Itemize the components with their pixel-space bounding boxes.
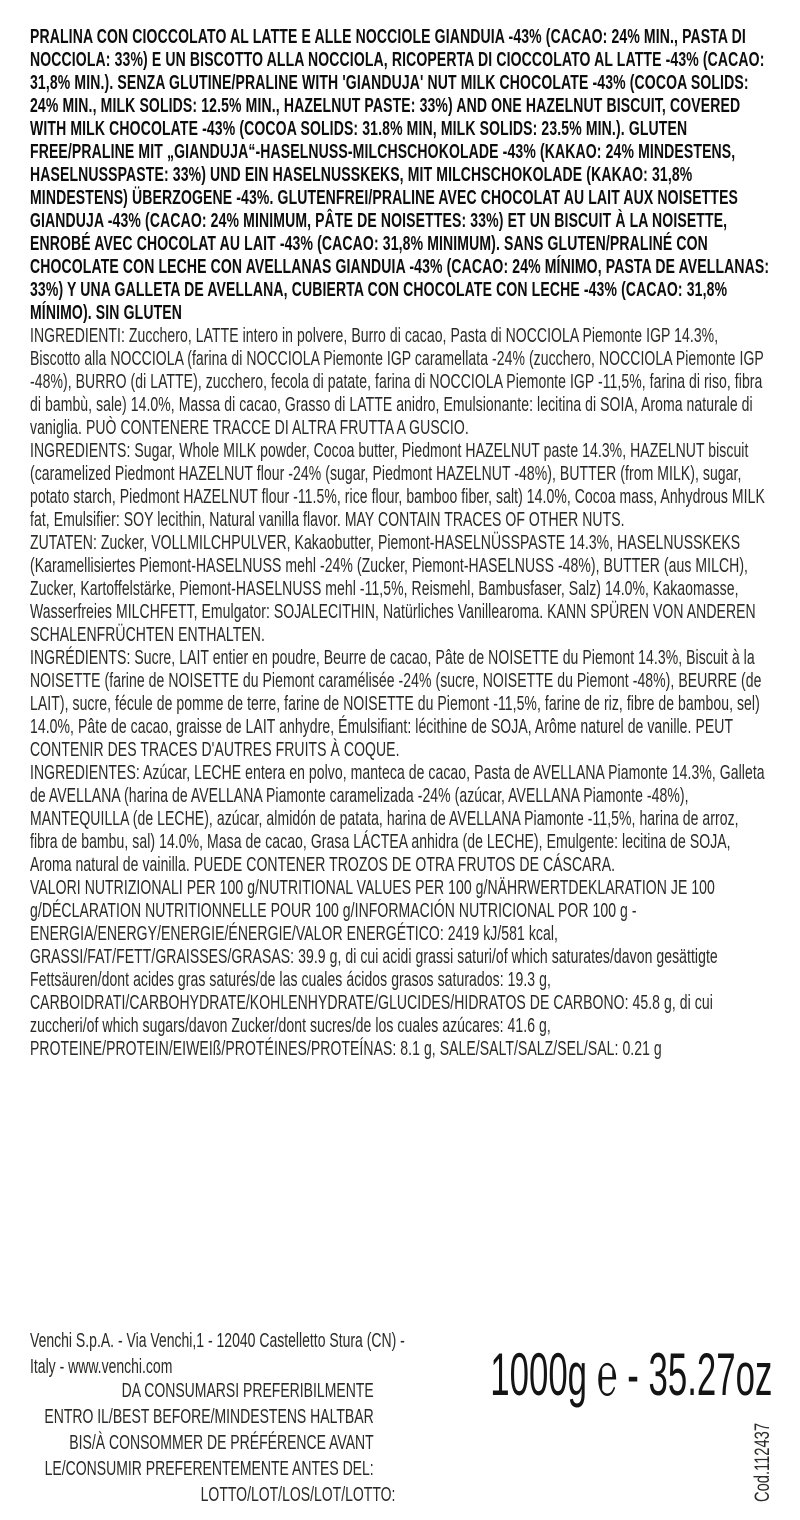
ingredients-french: INGRÉDIENTS: Sucre, LAIT entier en poudre, Beurre de cacao, Pâte de NOISETTE du Piemont 14.3%, Biscuit à la NOISETTE (farine de NOISETTE du Piemont caramélisée -24% (sucre, NOISETTE du Piemont -48%), BEURRE (de LAIT), sucre, fécule de pomme de terre, farine de NOISETTE du Piemont -11,5%, farine de riz, fibre de bambou, sel) 14.0%, Pâte de cacao, graisse de LAIT anhydre, Émulsifiant: lécithine de SOJA, Arôme naturel de vanille. PEUT CONTENIR DES TRACES D'AUTRES FRUITS À COQUE.: [30, 647, 762, 761]
nutrition-carbohydrate: CARBOIDRATI/CARBOHYDRATE/KOHLENHYDRATE/GLUCIDES/HIDRATOS DE CARBONO: 45.8 g, di cui zuccheri/of which sugars/davon Zucker/dont sucres/de los cuales azúcares: 41.6 g,: [30, 992, 713, 1037]
ingredients-german: ZUTATEN: Zucker, VOLLMILCHPULVER, Kakaobutter, Piemont-HASELNÜSSPASTE 14.3%, HASELNUSSKEKS (Karamellisiertes Piemont-HASELNUSS mehl -24% (Zucker, Piemont-HASELNUSS -48%), BUTTER (aus MILCH), Zucker, Kartoffelstärke, Piemont-HASELNUSS mehl -11,5%, Reismehl, Bambusfaser, Salz) 14.0%, Kakaomasse, Wasserfreies MILCHFETT, Emulgator: SOJALECITHIN, Natürliches Vanillearoma. KANN SPÜREN VON ANDEREN SCHALENFRÜCHTEN ENTHALTEN.: [30, 532, 756, 646]
product-description: PRALINA CON CIOCCOLATO AL LATTE E ALLE NOCCIOLE GIANDUIA -43% (CACAO: 24% MIN., PASTA DI NOCCIOLA: 33%) E UN BISCOTTO ALLA NOCCIOLA, RICOPERTA DI CIOCCOLATO AL LATTE -43% (CACAO: 31,8% MIN.). SENZA GLUTINE/PRALINE WITH 'GIANDUJA' NUT MILK CHOCOLATE -43% (COCOA SOLIDS: 24% MIN., MILK SOLIDS: 12.5% MIN., HAZELNUT PASTE: 33%) AND ONE HAZELNUT BISCUIT, COVERED WITH MILK CHOCOLATE -43% (COCOA SOLIDS: 31.8% MIN, MILK SOLIDS: 23.5% MIN.). GLUTEN FREE/PRALINE MIT „GIANDUJA“-HASELNUSS-MILCHSCHOKOLADE -43% (KAKAO: 24% MINDESTENS, HASELNUSSPASTE: 33%) UND EIN HASELNUSSKEKS, MIT MILCHSCHOKOLADE (KAKAO: 31,8% MINDESTENS) ÜBERZOGENE -43%. GLUTENFREI/PRALINE AVEC CHOCOLAT AU LAIT AUX NOISETTES GIANDUJA -43% (CACAO: 24% MINIMUM, PÂTE DE NOISETTES: 33%) ET UN BISCUIT À LA NOISETTE, ENROBÉ AVEC CHOCOLAT AU LAIT -43% (CACAO: 31,8% MINIMUM). SANS GLUTEN/PRALINÉ CON CHOCOLATE CON LECHE CON AVELLANAS GIANDUIA -43% (CACAO: 24% MÍNIMO, PASTA DE AVELLANAS: 33%) Y UNA GALLETA DE AVELLANA, CUBIERTA CON CHOCOLATE CON LECHE -43% (CACAO: 31,8% MÍNIMO). SIN GLUTEN: [30, 26, 770, 324]
best-before-block: [30, 1378, 396, 1508]
ingredients-italian: INGREDIENTI: Zucchero, LATTE intero in polvere, Burro di cacao, Pasta di NOCCIOLA Piemonte IGP 14.3%, Biscotto alla NOCCIOLA (farina di NOCCIOLA Piemonte IGP caramellata -24% (zucchero, NOCCIOLA Piemonte IGP -48%), BURRO (di LATTE), zucchero, fecola di patate, farina di NOCCIOLA Piemonte IGP -11,5%, farina di riso, fibra di bambù, sale) 14.0%, Massa di cacao, Grasso di LATTE anidro, Emulsionante: lecitina di SOIA, Aroma naturale di vaniglia. PUÒ CONTENERE TRACCE DI ALTRA FRUTTA A GUSCIO.: [30, 325, 764, 439]
best-before-line-it: DA CONSUMARSI PREFERIBILMENTE: [121, 1380, 374, 1402]
ingredients-spanish: INGREDIENTES: Azúcar, LECHE entera en polvo, manteca de cacao, Pasta de AVELLANA Piamonte 14.3%, Galleta de AVELLANA (harina de AVELLANA Piamonte caramelizada -24% (azúcar, AVELLANA Piamonte -48%), MANTEQUILLA (de LECHE), azúcar, almidón de patata, harina de AVELLANA Piamonte -11,5%, harina de arroz, fibra de bambu, sal) 14.0%, Masa de cacao, Grasa LÁCTEA anhidra (de LECHE), Emulgente: lecitina de SOJA, Aroma natural de vainilla. PUEDE CONTENER TROZOS DE OTRA FRUTOS DE CÁSCARA.: [30, 762, 765, 876]
nutrition-energy: ENERGIA/ENERGY/ENERGIE/ÉNERGIE/VALOR ENERGÉTICO: 2419 kJ/581 kcal,: [30, 923, 558, 945]
nutrition-header: VALORI NUTRIZIONALI PER 100 g/NUTRITIONAL VALUES PER 100 g/NÄHRWERTDEKLARATION JE 100 g/DÉCLARATION NUTRITIONNELLE POUR 100 g/INFORMACIÓN NUTRICIONAL POR 100 g -: [30, 877, 715, 922]
best-before-line-en-de: ENTRO IL/BEST BEFORE/MINDESTENS HALTBAR: [44, 1406, 374, 1428]
product-code-vertical: Cod.112437: [751, 1422, 774, 1502]
nutrition-declaration: [30, 877, 770, 1061]
best-before-line-fr: BIS/À CONSOMMER DE PRÉFÉRENCE AVANT: [69, 1432, 374, 1454]
nutrition-fat: GRASSI/FAT/FETT/GRAISSES/GRASAS: 39.9 g, di cui acidi grassi saturi/of which saturates/davon gesättigte Fettsäuren/dont acides gras saturés/de las cuales ácidos grasos saturados: 19.3 g,: [30, 946, 718, 991]
ingredients-english: INGREDIENTS: Sugar, Whole MILK powder, Cocoa butter, Piedmont HAZELNUT paste 14.3%, HAZELNUT biscuit (caramelized Piedmont HAZELNUT flour -24% (sugar, Piedmont HAZELNUT -48%), BUTTER (from MILK), sugar, potato starch, Piedmont HAZELNUT flour -11.5%, rice flour, bamboo fiber, salt) 14.0%, Cocoa mass, Anhydrous MILK fat, Emulsifier: SOY lecithin, Natural vanilla flavor. MAY CONTAIN TRACES OF OTHER NUTS.: [30, 440, 765, 531]
net-weight: 1000g ℮ - 35.27oz: [489, 1341, 772, 1408]
address-line-1: Venchi S.p.A. - Via Venchi,1 - 12040 Castelletto Stura (CN) -: [30, 1330, 405, 1352]
label-text-column: [30, 26, 770, 1061]
best-before-line-es: LE/CONSUMIR PREFERENTEMENTE ANTES DEL:: [44, 1458, 374, 1480]
nutrition-protein-salt: PROTEINE/PROTEIN/EIWEIß/PROTÉINES/PROTEÍNAS: 8.1 g, SALE/SALT/SALZ/SEL/SAL: 0.21 g: [30, 1038, 662, 1060]
lot-number-label: LOTTO/LOT/LOS/LOT/LOTTO:: [200, 1484, 396, 1506]
address-line-2: Italy - www.venchi.com: [30, 1356, 173, 1378]
